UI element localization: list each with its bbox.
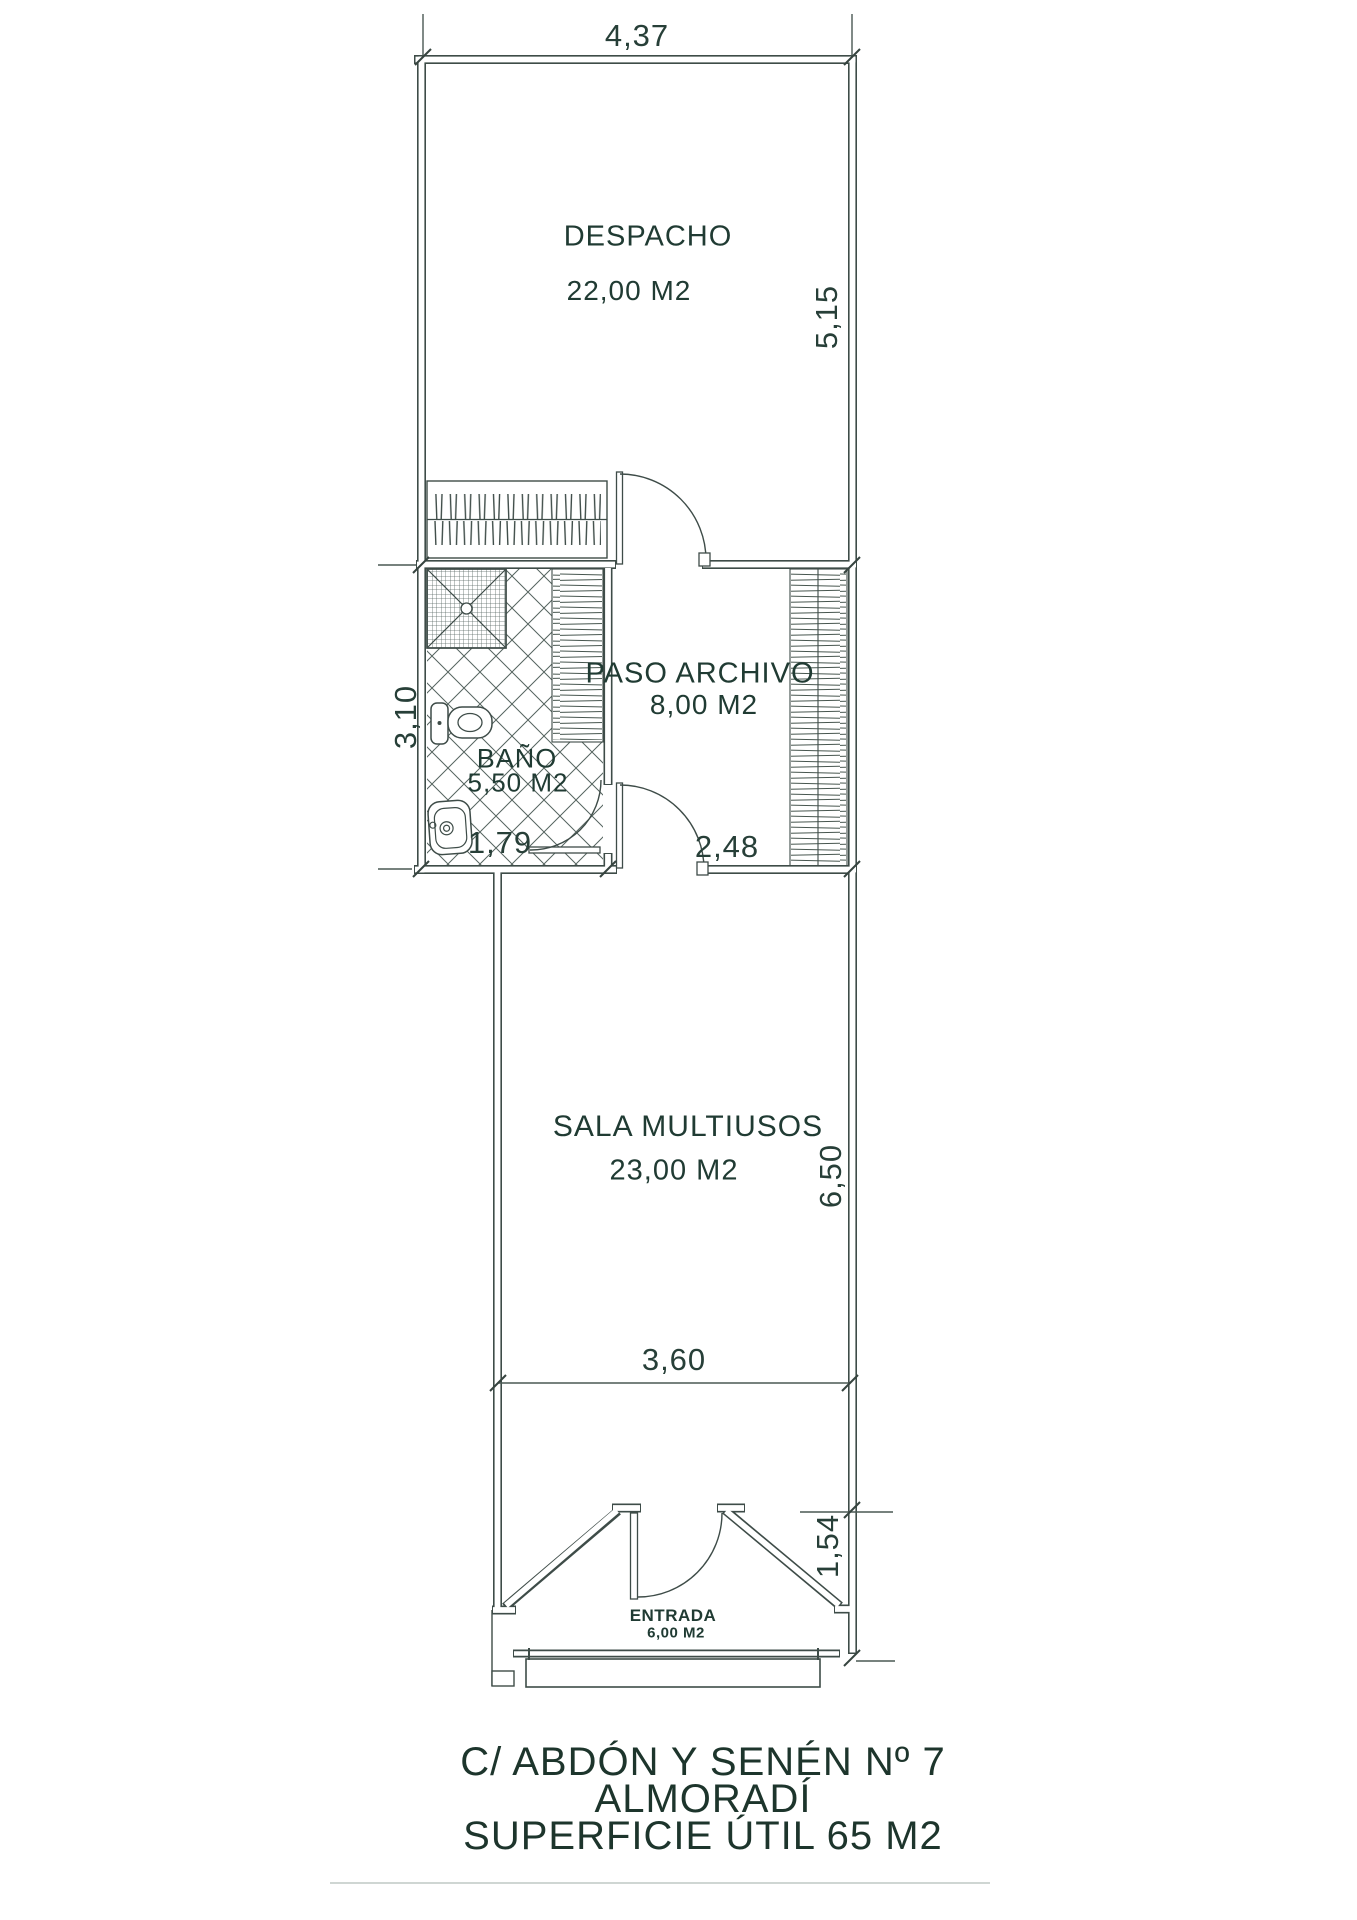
room-area-despacho: 22,00 M2 bbox=[566, 275, 692, 306]
dim-sala-width: 3,60 bbox=[641, 1342, 707, 1377]
closet-symbol bbox=[427, 481, 607, 558]
door-despacho bbox=[617, 472, 711, 566]
dim-bano-width: 1,79 bbox=[467, 825, 533, 860]
room-area-bano: 5,50 M2 bbox=[467, 767, 569, 798]
sink-symbol bbox=[427, 800, 473, 856]
room-label-despacho: DESPACHO bbox=[563, 220, 733, 253]
dim-despacho-height: 5,15 bbox=[809, 284, 844, 350]
room-area-sala: 23,00 M2 bbox=[609, 1154, 739, 1187]
door-entrada bbox=[631, 1513, 723, 1599]
room-label-sala: SALA MULTIUSOS bbox=[552, 1110, 824, 1143]
room-label-bano: BAÑO bbox=[476, 743, 558, 774]
address-line: C/ ABDÓN Y SENÉN Nº 7 bbox=[460, 1740, 946, 1784]
surface-line: SUPERFICIE ÚTIL 65 M2 bbox=[463, 1814, 943, 1858]
dim-entrada-depth: 1,54 bbox=[810, 1513, 845, 1579]
room-area-paso-archivo: 8,00 M2 bbox=[649, 689, 759, 720]
dim-top-width: 4,37 bbox=[604, 18, 670, 53]
toilet-symbol bbox=[431, 703, 492, 744]
room-label-paso-archivo: PASO ARCHIVO bbox=[585, 657, 815, 690]
room-area-entrada: 6,00 M2 bbox=[647, 1624, 705, 1642]
shower-symbol bbox=[427, 569, 506, 648]
city-line: ALMORADÍ bbox=[594, 1777, 812, 1821]
dim-sala-height: 6,50 bbox=[813, 1143, 848, 1209]
title-block bbox=[460, 1740, 946, 1858]
bathroom-cabinet-symbol bbox=[552, 569, 603, 742]
archive-shelving-symbol bbox=[790, 569, 847, 866]
dim-paso-width: 2,48 bbox=[694, 829, 760, 864]
dim-middle-height: 3,10 bbox=[388, 684, 423, 750]
room-label-entrada: ENTRADA bbox=[629, 1606, 717, 1625]
